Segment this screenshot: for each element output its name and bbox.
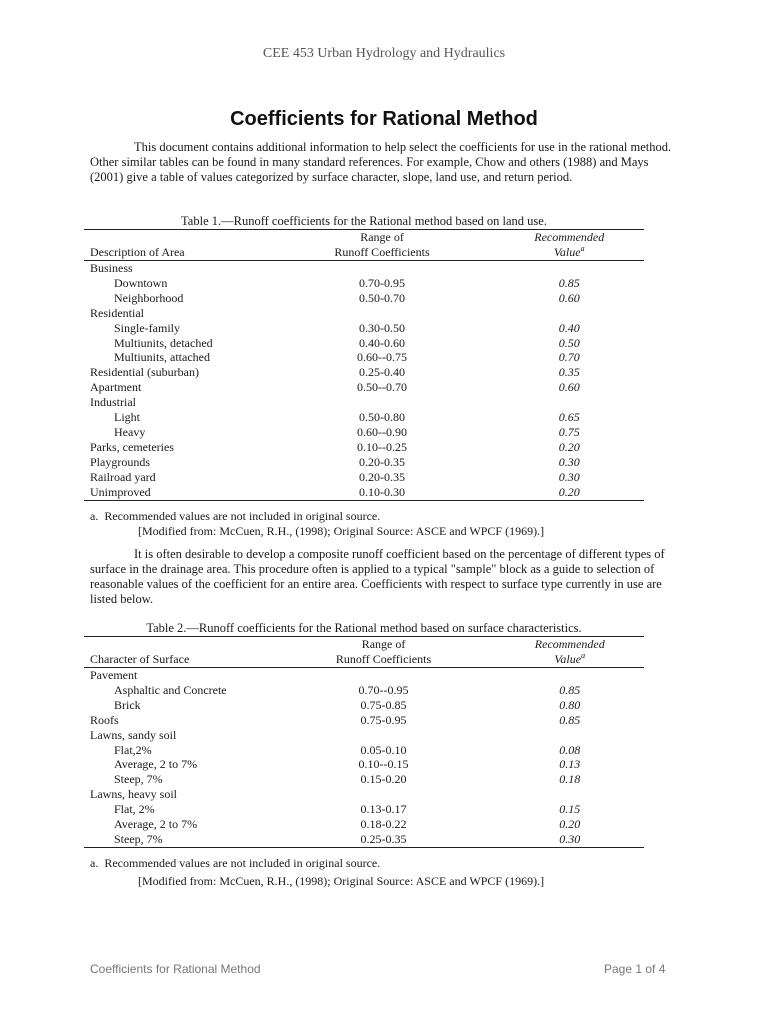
running-header: CEE 453 Urban Hydrology and Hydraulics — [262, 46, 506, 61]
footer-title: Coefficients for Rational Method — [90, 962, 261, 976]
document-title: Coefficients for Rational Method — [230, 108, 538, 130]
cell-recommended: 0.60 — [558, 290, 580, 305]
table-row — [84, 728, 644, 743]
cell-range: 0.25-0.40 — [359, 365, 406, 380]
cell-range: 0.20-0.35 — [359, 469, 406, 484]
table-header-row — [84, 637, 644, 668]
cell-recommended: 0.85 — [559, 682, 581, 697]
cell-description: Lawns, heavy soil — [90, 787, 177, 802]
column-header-range: Range of Runoff Coefficients — [335, 637, 432, 666]
cell-description: Lawns, sandy soil — [90, 727, 177, 742]
cell-description: Neighborhood — [114, 290, 184, 305]
table-row — [84, 440, 644, 455]
table-row — [84, 365, 644, 380]
cell-recommended: 0.08 — [559, 742, 581, 757]
cell-range: 0.13-0.17 — [360, 802, 407, 817]
cell-recommended: 0.60 — [558, 380, 580, 395]
table-row — [84, 306, 644, 321]
cell-recommended: 0.35 — [558, 365, 580, 380]
cell-range: 0.05-0.10 — [360, 742, 407, 757]
cell-range: 0.70--0.95 — [358, 682, 409, 697]
cell-recommended — [450, 787, 644, 802]
cell-range — [316, 395, 449, 410]
column-header-range: Range of Runoff Coefficients — [334, 230, 430, 259]
cell-range: 0.18-0.22 — [360, 817, 407, 832]
cell-range: 0.70-0.95 — [359, 275, 406, 290]
cell-description: Steep, 7% — [114, 772, 163, 787]
cell-description: Unimproved — [90, 484, 151, 499]
cell-recommended: 0.13 — [559, 757, 581, 772]
cell-range — [316, 261, 449, 276]
cell-recommended: 0.75 — [558, 424, 580, 439]
cell-recommended: 0.20 — [558, 439, 580, 454]
table-row — [84, 410, 644, 425]
intro-paragraph: This document contains additional information to help select the coefficients for use in the rational method. Other similar tables can be found in many standard references. For example, Chow and others (1988) and Mays (2001) give a table of values categorized by surface character, slope, land use, and return period. — [90, 140, 672, 184]
cell-range — [318, 668, 450, 683]
land-use-table-body — [84, 261, 644, 501]
table1-caption: Table 1.—Runoff coefficients for the Rational method based on land use. — [181, 214, 547, 228]
cell-recommended — [449, 306, 645, 321]
cell-recommended — [450, 728, 644, 743]
table-row — [84, 291, 644, 306]
cell-range: 0.75-0.85 — [360, 697, 407, 712]
cell-range: 0.25-0.35 — [360, 831, 407, 846]
table-row — [84, 668, 644, 683]
table2-footnote: a. Recommended values are not included in original source. — [90, 856, 381, 870]
cell-description: Apartment — [90, 380, 142, 395]
cell-range: 0.20-0.35 — [359, 454, 406, 469]
cell-description: Multiunits, attached — [114, 350, 210, 365]
cell-range — [318, 787, 450, 802]
cell-recommended: 0.70 — [558, 350, 580, 365]
cell-recommended: 0.20 — [559, 817, 581, 832]
cell-description: Average, 2 to 7% — [114, 817, 198, 832]
cell-description: Flat, 2% — [114, 802, 155, 817]
cell-description: Multiunits, detached — [114, 335, 213, 350]
cell-recommended: 0.30 — [559, 831, 581, 846]
table-row — [84, 261, 644, 276]
cell-description: Residential (suburban) — [90, 365, 199, 380]
cell-range: 0.60--0.75 — [357, 350, 408, 365]
surface-table-body — [84, 668, 644, 848]
cell-range: 0.50-0.70 — [359, 290, 406, 305]
cell-recommended: 0.30 — [558, 469, 580, 484]
table-row — [84, 470, 644, 485]
table-row — [84, 455, 644, 470]
table-row — [84, 395, 644, 410]
cell-range: 0.60--0.90 — [357, 424, 408, 439]
cell-description: Downtown — [114, 275, 168, 290]
cell-range — [316, 306, 449, 321]
cell-description: Asphaltic and Concrete — [114, 682, 227, 697]
table-row — [84, 380, 644, 395]
cell-description: Pavement — [90, 668, 138, 682]
cell-range: 0.30-0.50 — [359, 320, 406, 335]
table-row — [84, 802, 644, 817]
land-use-table — [84, 229, 644, 501]
table-row — [84, 321, 644, 336]
cell-range: 0.15-0.20 — [360, 772, 407, 787]
surface-table — [84, 636, 644, 848]
cell-description: Industrial — [90, 395, 136, 410]
column-header-character: Character of Surface — [90, 652, 190, 666]
cell-recommended: 0.85 — [559, 712, 581, 727]
column-header-recommended: Recommended Value$^a$ — [534, 637, 605, 666]
table-row — [84, 787, 644, 802]
cell-range: 0.40-0.60 — [359, 335, 406, 350]
table-row — [84, 350, 644, 365]
table-row — [84, 425, 644, 440]
table-row — [84, 276, 644, 291]
cell-description: Average, 2 to 7% — [114, 757, 198, 772]
cell-range: 0.10--0.15 — [358, 757, 409, 772]
cell-range: 0.50--0.70 — [357, 380, 408, 395]
cell-recommended — [449, 261, 645, 276]
cell-description: Single-family — [114, 320, 180, 335]
cell-description: Brick — [114, 697, 141, 712]
column-header-description: Description of Area — [90, 245, 185, 259]
cell-recommended: 0.50 — [558, 335, 580, 350]
table-row — [84, 683, 644, 698]
cell-range: 0.10--0.25 — [357, 439, 408, 454]
cell-recommended: 0.80 — [559, 697, 581, 712]
cell-recommended: 0.40 — [558, 320, 580, 335]
cell-range: 0.50-0.80 — [359, 410, 406, 425]
cell-recommended — [449, 395, 645, 410]
cell-recommended: 0.20 — [558, 484, 580, 499]
cell-description: Flat,2% — [114, 742, 152, 757]
table-row — [84, 698, 644, 713]
table-row — [84, 743, 644, 758]
cell-range — [318, 728, 450, 743]
table-row — [84, 713, 644, 728]
cell-recommended: 0.85 — [558, 275, 580, 290]
table-row — [84, 772, 644, 787]
cell-description: Residential — [90, 305, 144, 320]
cell-recommended: 0.65 — [558, 410, 580, 425]
table-row — [84, 757, 644, 772]
cell-recommended: 0.30 — [558, 454, 580, 469]
cell-range: 0.75-0.95 — [360, 712, 407, 727]
composite-paragraph: It is often desirable to develop a composite runoff coefficient based on the percentage of different types of surface in the drainage area. This procedure often is applied to a typical "sample" block as a guide to selection of reasonable values of the coefficient for an entire area. Coefficients with respect to surface type currently in use are listed below. — [90, 547, 665, 606]
cell-recommended: 0.15 — [559, 802, 581, 817]
table-row — [84, 832, 644, 847]
cell-description: Railroad yard — [90, 469, 156, 484]
cell-recommended — [450, 668, 644, 683]
table-row — [84, 817, 644, 832]
cell-description: Heavy — [114, 424, 146, 439]
cell-recommended: 0.18 — [559, 772, 581, 787]
footer-page-number: Page 1 of 4 — [604, 962, 666, 976]
table-row — [84, 485, 644, 500]
cell-description: Business — [90, 261, 133, 275]
table-header-row — [84, 230, 644, 261]
cell-description: Steep, 7% — [114, 831, 163, 846]
cell-description: Playgrounds — [90, 454, 150, 469]
table2-source: [Modified from: McCuen, R.H., (1998); Original Source: ASCE and WPCF (1969).] — [138, 874, 545, 888]
table1-footnote: a. Recommended values are not included in original source. — [90, 509, 381, 523]
table2-caption: Table 2.—Runoff coefficients for the Rational method based on surface characteristics. — [146, 621, 582, 635]
cell-range: 0.10-0.30 — [359, 484, 406, 499]
cell-description: Light — [114, 410, 140, 425]
table-row — [84, 336, 644, 351]
column-header-recommended: Recommended Value$^a$ — [534, 230, 605, 259]
cell-description: Parks, cemeteries — [90, 439, 174, 454]
cell-description: Roofs — [90, 712, 119, 727]
table1-source: [Modified from: McCuen, R.H., (1998); Original Source: ASCE and WPCF (1969).] — [138, 524, 545, 538]
